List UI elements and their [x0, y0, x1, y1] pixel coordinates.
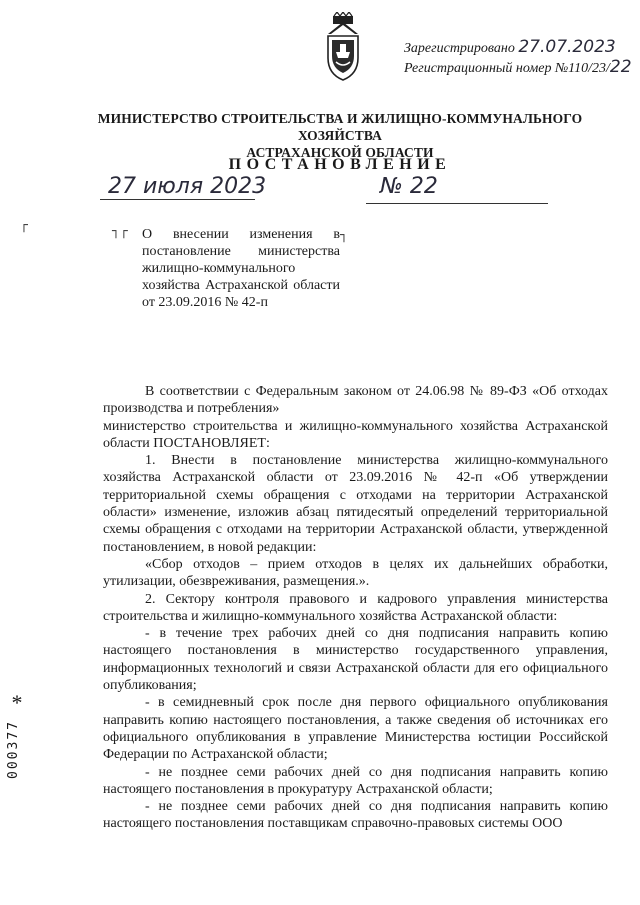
document-date-handwritten: 27 июля 2023: [108, 174, 267, 199]
body-paragraph-4: «Сбор отходов – прием отходов в целях их дальнейших обработки, утилизации, обезвреживания, размещения.».: [103, 556, 608, 590]
ministry-line-1: МИНИСТЕРСТВО СТРОИТЕЛЬСТВА И ЖИЛИЩНО-КОММУНАЛЬНОГО ХОЗЯЙСТВА: [97, 111, 583, 143]
body-paragraph-6: - в течение трех рабочих дней со дня подписания направить копию настоящего постановления в министерство государственного управления, информационных технологий и связи Астраханской области для его официального опубликования;: [103, 626, 608, 694]
registered-date: 27.07.2023: [518, 37, 616, 57]
body-paragraph-5: 2. Сектору контроля правового и кадрового управления министерства строительства и жилищно-коммунального хозяйства Астраханской области:: [103, 591, 608, 624]
corner-bracket-subject-left: ┐┌: [112, 224, 128, 239]
corner-bracket-subject-right: ┐: [340, 228, 348, 243]
side-stamp: [6, 690, 28, 779]
reg-number-handwritten: 22: [609, 57, 632, 77]
date-underline: [100, 199, 255, 200]
document-body: [103, 383, 608, 833]
document-number-handwritten: № 22: [380, 174, 438, 199]
document-subject: О внесении изменения в постановление министерства жилищно-коммунального хозяйства Астраханской области от 23.09.2016 № 42-п: [142, 227, 340, 310]
registration-stamp: [404, 38, 632, 78]
side-stamp-mark: *: [11, 690, 23, 715]
ministry-name: [70, 110, 610, 161]
reg-number-label: Регистрационный номер №110/23/: [404, 61, 610, 76]
corner-bracket-left: ┌: [20, 218, 28, 233]
coat-of-arms-emblem: [320, 12, 366, 82]
registered-label: Зарегистрировано: [404, 41, 515, 56]
ministry-line-2: АСТРАХАНСКОЙ ОБЛАСТИ: [246, 145, 434, 160]
document-title: ПОСТАНОВЛЕНИЕ: [228, 156, 452, 173]
body-paragraph-2: министерство строительства и жилищно-коммунального хозяйства Астраханской области ПОСТАНОВЛЯЕТ:: [103, 418, 608, 451]
body-paragraph-1: В соответствии с Федеральным законом от 24.06.98 № 89-ФЗ «Об отходах производства и потребления»: [103, 384, 608, 417]
side-stamp-number: 000377: [6, 720, 21, 779]
body-paragraph-8: - не позднее семи рабочих дней со дня подписания направить копию настоящего постановления в прокуратуру Астраханской области;: [103, 764, 608, 797]
body-paragraph-9: - не позднее семи рабочих дней со дня подписания направить копию настоящего постановления поставщикам справочно-правовых системы ООО: [103, 799, 608, 832]
body-paragraph-3: 1. Внести в постановление министерства жилищно-коммунального хозяйства Астраханской области от 23.09.2016 № 42-п «Об утверждении территориальной схемы обращения с отходами на территории Астраханской области» изменение, изложив абзац пятидесятый определений территориальной схемы обращения с отходами на территории Астраханской области, утвержденной постановлением, в новой редакции:: [103, 453, 608, 555]
number-underline: [366, 203, 548, 204]
body-paragraph-7: - в семидневный срок после дня первого официального опубликования направить копию настоящего постановления, а также сведения об источниках его официального опубликования в управление Министерства юстиции Российской Федерации по Астраханской области;: [103, 695, 608, 763]
